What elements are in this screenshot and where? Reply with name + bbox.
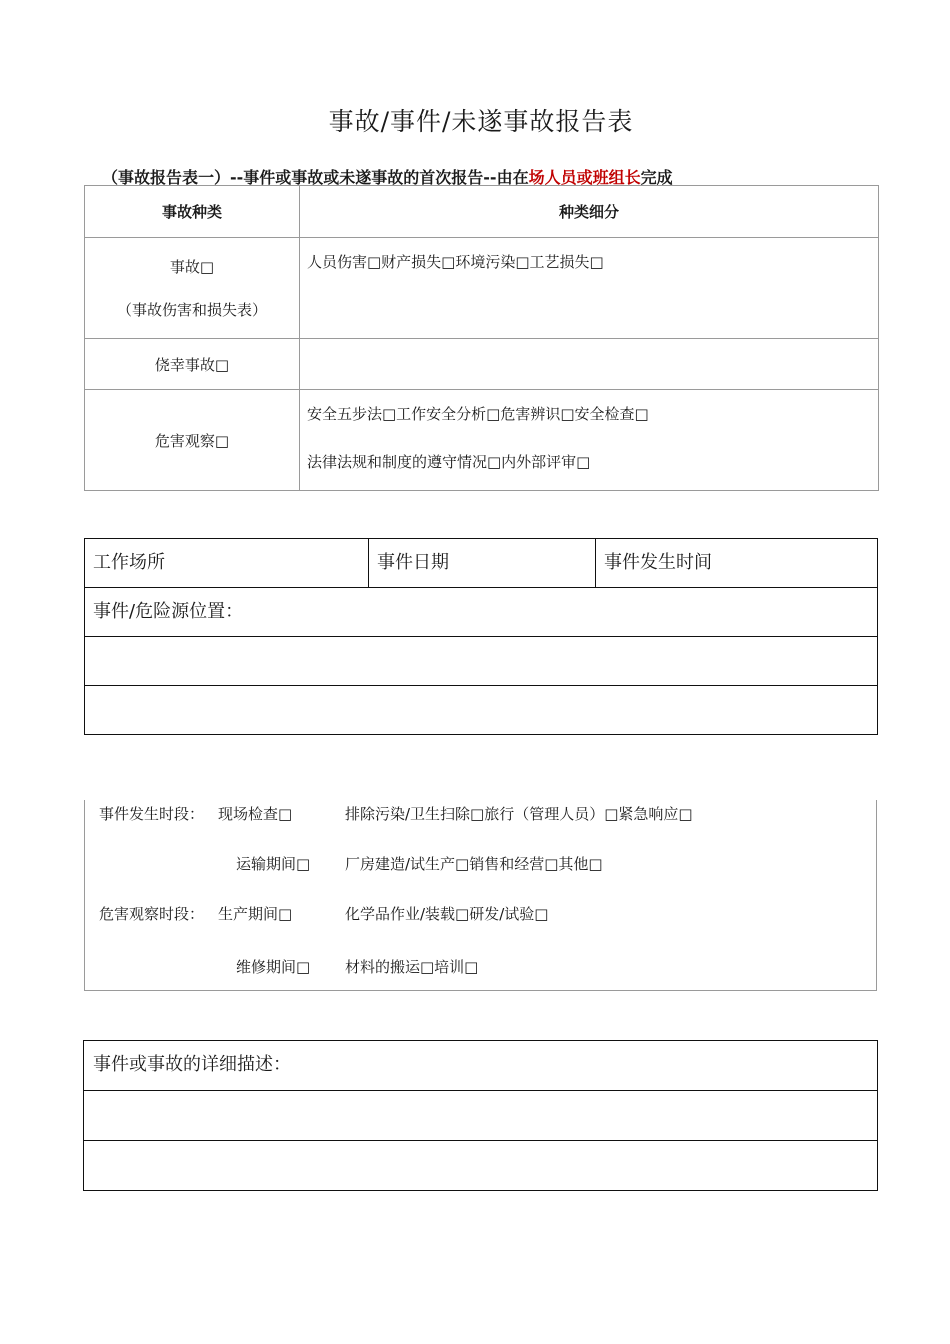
type-cell [85, 238, 300, 339]
period-section [84, 800, 877, 991]
accident-detail-options[interactable]: 人员伤害□财产损失□环境污染□工艺损失□ [307, 253, 604, 271]
near-miss-checkbox-label[interactable]: 侥幸事故□ [85, 339, 300, 390]
blank-entry-row[interactable] [85, 686, 878, 735]
hazard-detail-options-1[interactable]: 安全五步法□工作安全分析□危害辨识□安全检查□ [307, 405, 649, 423]
blank-entry-row[interactable] [85, 637, 878, 686]
subtitle-suffix: 完成 [640, 168, 673, 187]
maintenance-period-option[interactable]: 维修期间□ [236, 958, 311, 976]
production-period-option[interactable]: 生产期间□ [218, 905, 293, 923]
table-row [85, 588, 878, 637]
table-row [85, 686, 878, 735]
table-row [85, 539, 878, 588]
workplace-field[interactable]: 工作场所 [85, 539, 369, 588]
header-accident-type: 事故种类 [85, 186, 300, 238]
hazard-period-label: 危害观察时段： [99, 905, 205, 923]
event-time-field[interactable]: 事件发生时间 [596, 539, 878, 588]
description-entry-row[interactable] [84, 1091, 878, 1141]
detail-cell [300, 238, 879, 339]
hazard-observation-checkbox-label[interactable]: 危害观察□ [85, 390, 300, 491]
table-row [85, 390, 879, 491]
accident-checkbox-label[interactable]: 事故□ [169, 258, 215, 276]
period-options-row1[interactable]: 排除污染/卫生扫除□旅行（管理人员）□紧急响应□ [345, 805, 693, 823]
description-entry-row[interactable] [84, 1141, 878, 1191]
event-date-field[interactable]: 事件日期 [369, 539, 596, 588]
table-header-row [85, 186, 879, 238]
header-type-detail: 种类细分 [300, 186, 879, 238]
description-table [83, 1040, 878, 1191]
transport-period-option[interactable]: 运输期间□ [236, 855, 311, 873]
table-row [84, 1091, 878, 1141]
event-period-label: 事件发生时段： [99, 805, 205, 823]
table-row [85, 238, 879, 339]
table-row [84, 1041, 878, 1091]
document-title: 事故/事件/未遂事故报告表 [328, 107, 634, 136]
subtitle-prefix: （事故报告表一）--事件或事故或未遂事故的首次报告--由在 [102, 168, 529, 187]
site-inspection-option[interactable]: 现场检查□ [218, 805, 293, 823]
detail-cell [300, 390, 879, 491]
hazard-detail-options-2[interactable]: 法律法规和制度的遵守情况□内外部评审□ [307, 453, 591, 471]
table-row [85, 339, 879, 390]
period-options-row4[interactable]: 材料的搬运□培训□ [345, 958, 479, 976]
accident-subnote: （事故伤害和损失表） [116, 301, 267, 319]
subtitle-highlight: 场人员或班组长 [528, 168, 641, 187]
period-options-row2[interactable]: 厂房建造/试生产□销售和经营□其他□ [345, 855, 603, 873]
accident-category-table [84, 185, 879, 491]
period-options-row3[interactable]: 化学品作业/装载□研发/试验□ [345, 905, 549, 923]
event-info-table [84, 538, 878, 735]
table-row [85, 637, 878, 686]
location-field[interactable]: 事件/危险源位置： [85, 588, 878, 637]
description-label: 事件或事故的详细描述： [84, 1041, 878, 1091]
table-row [84, 1141, 878, 1191]
detail-cell [300, 339, 879, 390]
